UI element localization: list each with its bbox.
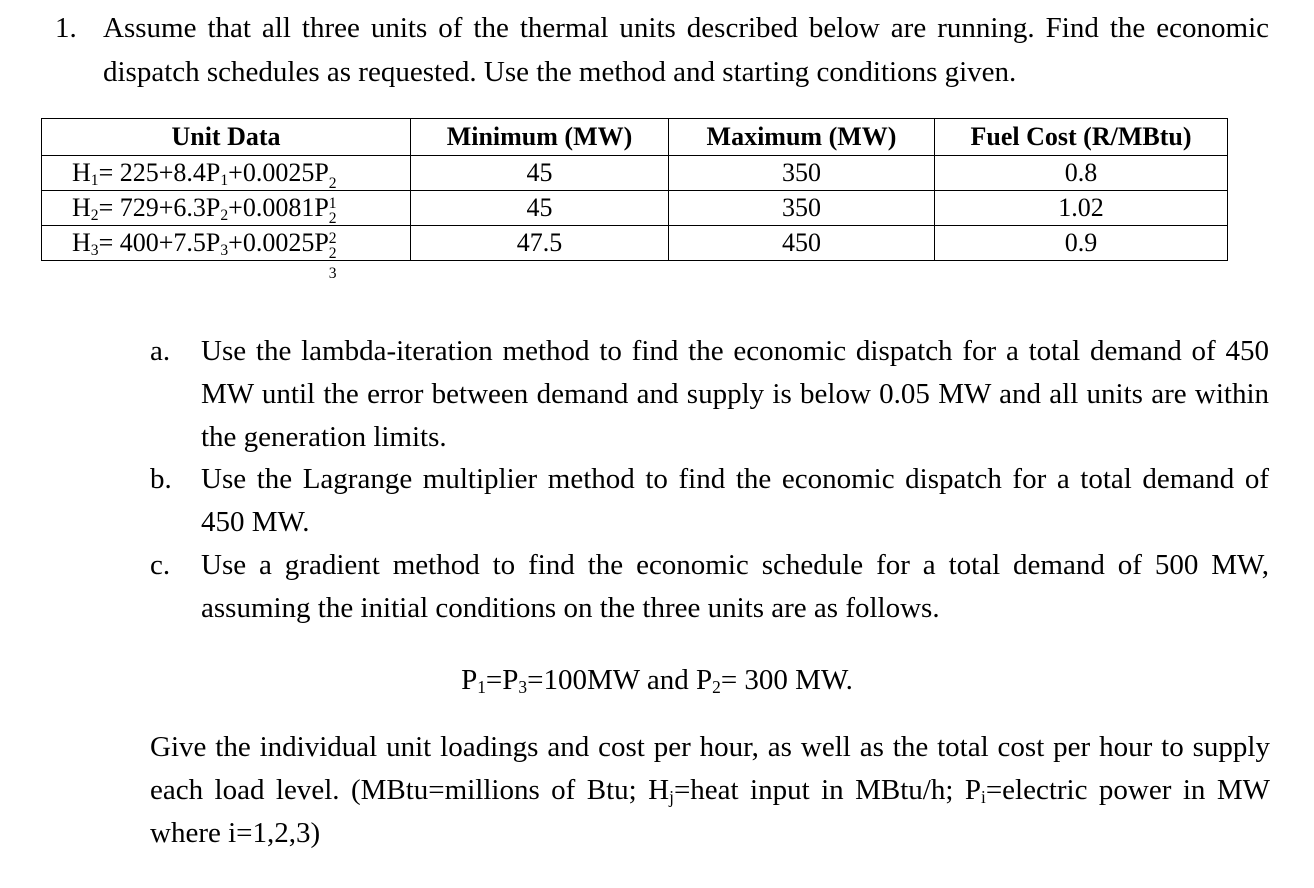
question-number: 1.	[55, 12, 77, 44]
minimum-value: 45	[411, 156, 669, 191]
table-row	[42, 156, 1228, 191]
header-unit-data: Unit Data	[42, 119, 411, 156]
part-label: b.	[150, 463, 172, 495]
fuel-cost-value: 1.02	[935, 191, 1228, 226]
header-minimum: Minimum (MW)	[411, 119, 669, 156]
part-label: a.	[150, 335, 171, 367]
part-text: Use the Lagrange multiplier method to find the economic dispatch for a total demand of 450 MW.	[201, 463, 1269, 538]
instructions-paragraph: Give the individual unit loadings and cost per hour, as well as the total cost per hour to supply each load level. (MBtu=millions of Btu; $H_j=heat$ input in MBtu/h; $P_i=electric$ power in MW where i=1,2,3)	[150, 731, 1270, 849]
fuel-cost-value: 0.8	[935, 156, 1228, 191]
part-label: c.	[150, 549, 171, 581]
maximum-value: 350	[669, 191, 935, 226]
minimum-value: 45	[411, 191, 669, 226]
maximum-value: 350	[669, 156, 935, 191]
heat-rate-equation: $H_1= 225+8.4P_1+0.0025P$ 2 1	[42, 156, 411, 191]
fuel-cost-value: 0.9	[935, 226, 1228, 261]
unit-data-table	[41, 118, 1228, 282]
minimum-value: 47.5	[411, 226, 669, 261]
header-fuel-cost: Fuel Cost (R/MBtu)	[935, 119, 1228, 156]
maximum-value: 450	[669, 226, 935, 261]
table-header-row	[42, 119, 1228, 156]
question-text: Assume that all three units of the thermal units described below are running. Find the economic dispatch schedules as requested. Use the method and starting conditions given.	[103, 12, 1269, 88]
header-maximum: Maximum (MW)	[669, 119, 935, 156]
table-row	[42, 191, 1228, 226]
heat-rate-equation: $H_2= 729+6.3P_2+0.0081P$ 2 2	[42, 191, 411, 226]
part-text: Use the lambda-iteration method to find the economic dispatch for a total demand of 450 MW until the error between demand and supply is below 0.05 MW and all units are within the generation limits.	[201, 335, 1269, 453]
table-row	[42, 226, 1228, 261]
part-text: Use a gradient method to find the economic schedule for a total demand of 500 MW, assuming the initial conditions on the three units are as follows.	[201, 549, 1269, 624]
initial-conditions: $P_1=P_3=100MW$ and $P_2= 300$ MW.	[461, 664, 853, 697]
heat-rate-equation: $H_3= 400+7.5P_3+0.0025P$ 2 3	[42, 226, 411, 261]
